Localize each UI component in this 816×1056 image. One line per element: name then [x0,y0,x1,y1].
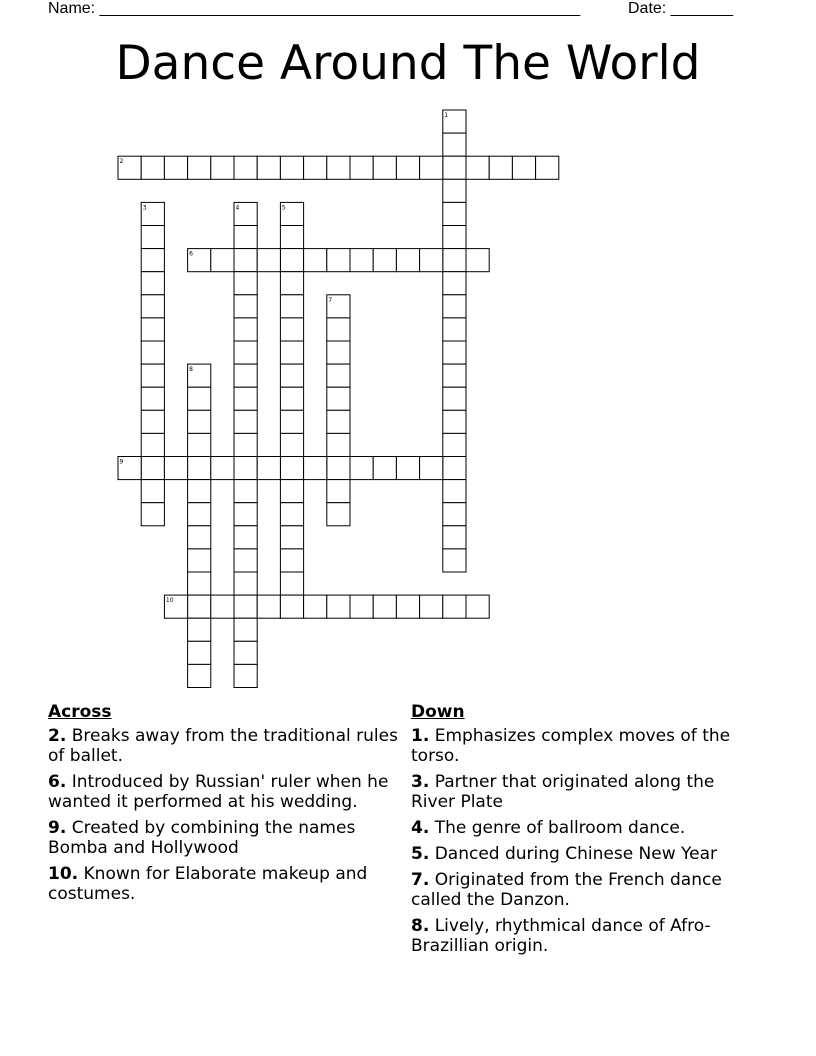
grid-cell[interactable] [234,272,257,295]
clue-number-label: 8 [189,366,193,374]
clue-number: 6. [48,772,67,792]
grid-cell[interactable] [512,156,535,179]
grid-cell[interactable] [280,410,303,433]
grid-cell[interactable] [536,156,559,179]
grid-cell[interactable] [443,526,466,549]
grid-cell[interactable] [141,226,164,249]
clue-number: 2. [48,726,67,746]
grid-cell[interactable] [234,480,257,503]
name-field[interactable]: Name: ______________________________________________________ [48,0,581,17]
grid-cell[interactable] [141,318,164,341]
clue-number-label: 3 [142,204,147,212]
clue-across-6 [48,772,398,812]
grid-cell[interactable] [280,480,303,503]
grid-cell[interactable] [443,341,466,364]
grid-cell[interactable] [350,457,373,480]
clue-down-4 [411,818,761,838]
grid-cell[interactable] [280,156,303,179]
grid-cell[interactable] [327,387,350,410]
grid-cell[interactable] [141,249,164,272]
grid-cell[interactable] [257,457,280,480]
grid-cell[interactable] [280,457,303,480]
grid-cell[interactable] [443,318,466,341]
grid-cell[interactable] [280,249,303,272]
clue-number: 3. [411,772,430,792]
grid-cell[interactable] [234,526,257,549]
grid-cell[interactable] [443,272,466,295]
grid-cell[interactable] [420,249,443,272]
grid-cell[interactable] [141,480,164,503]
clue-number-label: 9 [119,458,124,466]
clue-text: Partner that originated along the River Plate [411,772,715,812]
grid-cell[interactable] [280,572,303,595]
grid-cell[interactable] [141,341,164,364]
grid-cell[interactable] [420,595,443,618]
grid-cell[interactable] [234,572,257,595]
grid-cell[interactable] [327,480,350,503]
clue-down-3 [411,772,761,812]
grid-cell[interactable] [141,387,164,410]
grid-cell[interactable] [188,503,211,526]
grid-cell[interactable] [443,480,466,503]
grid-cell[interactable] [443,387,466,410]
grid-cell[interactable] [396,457,419,480]
grid-cell[interactable] [280,549,303,572]
grid-cell[interactable] [396,595,419,618]
grid-cell[interactable] [304,249,327,272]
grid-cell[interactable] [443,549,466,572]
grid-cell[interactable] [188,641,211,664]
grid-cell[interactable] [280,387,303,410]
clue-number-label: 6 [189,250,193,258]
grid-cell[interactable] [280,295,303,318]
grid-cell[interactable] [350,156,373,179]
clue-number-label: 7 [328,296,333,304]
grid-cell[interactable] [188,595,211,618]
grid-cell[interactable] [234,618,257,641]
clue-down-1 [411,726,761,766]
grid-cell[interactable] [188,480,211,503]
grid-cell[interactable] [443,410,466,433]
clue-number: 9. [48,818,67,838]
grid-cell[interactable] [141,410,164,433]
clue-number: 7. [411,870,430,890]
grid-cell[interactable] [304,457,327,480]
grid-cell[interactable] [188,572,211,595]
grid-cell[interactable] [466,249,489,272]
grid-cell[interactable] [141,503,164,526]
grid-cell[interactable] [234,595,257,618]
grid-cell[interactable] [188,433,211,456]
grid-cell[interactable] [257,156,280,179]
grid-cell[interactable] [443,226,466,249]
clue-number-label: 1 [444,112,449,119]
grid-cell[interactable] [443,295,466,318]
grid-cell[interactable] [188,387,211,410]
grid-cell[interactable] [211,249,234,272]
grid-cell[interactable] [327,457,350,480]
down-heading: Down [411,702,465,722]
grid-cell[interactable] [327,410,350,433]
grid-cell[interactable] [141,272,164,295]
clue-down-8 [411,916,761,956]
grid-cell[interactable] [211,595,234,618]
grid-cell[interactable] [188,664,211,687]
grid-cell[interactable] [327,503,350,526]
grid-cell[interactable] [373,595,396,618]
clue-text: Danced during Chinese New Year [434,844,718,864]
grid-cell[interactable] [466,595,489,618]
clue-down-5 [411,844,761,864]
grid-cell[interactable] [327,364,350,387]
grid-cell[interactable] [327,595,350,618]
grid-cells [118,110,559,688]
grid-cell[interactable] [304,156,327,179]
grid-cell[interactable] [304,595,327,618]
clue-number-label: 4 [235,204,240,212]
grid-cell[interactable] [466,156,489,179]
grid-cell[interactable] [350,595,373,618]
grid-cell[interactable] [443,249,466,272]
grid-cell[interactable] [373,156,396,179]
grid-cell[interactable] [234,410,257,433]
grid-cell[interactable] [141,295,164,318]
clue-number-label: 2 [119,158,124,166]
grid-cell[interactable] [280,364,303,387]
grid-cell[interactable] [211,156,234,179]
clue-text: The genre of ballroom dance. [434,818,686,838]
grid-cell[interactable] [188,156,211,179]
grid-cell[interactable] [420,156,443,179]
grid-cell[interactable] [234,503,257,526]
grid-cell[interactable] [443,503,466,526]
grid-cell[interactable] [373,249,396,272]
grid-cell[interactable] [234,364,257,387]
clue-text: Introduced by Russian' ruler when he wanted it performed at his wedding. [48,772,389,812]
clue-number: 1. [411,726,430,746]
grid-cell[interactable] [234,457,257,480]
clue-number: 10. [48,864,79,884]
grid-cell[interactable] [327,433,350,456]
date-field[interactable]: Date: _______ [628,0,733,17]
grid-cell[interactable] [443,156,466,179]
grid-cell[interactable] [280,526,303,549]
grid-cell[interactable] [234,664,257,687]
grid-cell[interactable] [280,433,303,456]
clue-number: 4. [411,818,430,838]
grid-cell[interactable] [489,156,512,179]
grid-cell[interactable] [188,457,211,480]
grid-cell[interactable] [327,156,350,179]
grid-cell[interactable] [373,457,396,480]
grid-cell[interactable] [443,433,466,456]
grid-cell[interactable] [327,318,350,341]
grid-cell[interactable] [280,226,303,249]
grid-cell[interactable] [420,457,443,480]
clue-across-2 [48,726,398,766]
grid-cell[interactable] [443,179,466,202]
grid-cell[interactable] [164,156,187,179]
clue-text: Breaks away from the traditional rules of ballet. [48,726,398,766]
grid-cell[interactable] [350,249,373,272]
grid-cell[interactable] [141,156,164,179]
clue-text: Created by combining the names Bomba and Hollywood [48,818,356,858]
grid-cell[interactable] [234,641,257,664]
grid-cell[interactable] [257,249,280,272]
grid-cell[interactable] [443,457,466,480]
grid-cell[interactable] [443,595,466,618]
clue-text: Originated from the French dance called the Danzon. [411,870,722,910]
grid-cell[interactable] [280,318,303,341]
page-title: Dance Around The World [115,36,701,91]
clue-text: Known for Elaborate makeup and costumes. [48,864,368,904]
across-heading: Across [48,702,112,722]
grid-cell[interactable] [141,433,164,456]
down-clues [411,702,761,962]
grid-cell[interactable] [396,249,419,272]
grid-cell[interactable] [443,364,466,387]
grid-cell[interactable] [234,226,257,249]
grid-cell[interactable] [211,457,234,480]
grid-cell[interactable] [234,433,257,456]
grid-cell[interactable] [141,457,164,480]
grid-cell[interactable] [141,364,164,387]
grid-cell[interactable] [443,202,466,225]
clue-number: 5. [411,844,430,864]
grid-cell[interactable] [280,595,303,618]
grid-cell[interactable] [234,341,257,364]
clue-text: Lively, rhythmical dance of Afro-Brazillian origin. [411,916,711,956]
grid-cell[interactable] [234,318,257,341]
grid-cell[interactable] [188,526,211,549]
clue-down-7 [411,870,761,910]
grid-cell[interactable] [188,410,211,433]
grid-cell[interactable] [396,156,419,179]
clue-number: 8. [411,916,430,936]
grid-cell[interactable] [234,249,257,272]
grid-cell[interactable] [234,295,257,318]
grid-cell[interactable] [234,387,257,410]
clue-number-label: 5 [281,204,286,212]
grid-cell[interactable] [188,549,211,572]
grid-cell[interactable] [164,457,187,480]
grid-cell[interactable] [188,618,211,641]
grid-cell[interactable] [280,503,303,526]
grid-cell[interactable] [234,156,257,179]
grid-cell[interactable] [327,341,350,364]
clue-number-label: 10 [165,597,174,605]
clue-across-10 [48,864,398,904]
grid-cell[interactable] [257,595,280,618]
clue-text: Emphasizes complex moves of the torso. [411,726,731,766]
grid-cell[interactable] [280,272,303,295]
grid-cell[interactable] [234,549,257,572]
grid-cell[interactable] [443,133,466,156]
grid-cell[interactable] [280,341,303,364]
across-clues [48,702,398,910]
clue-across-9 [48,818,398,858]
grid-cell[interactable] [327,249,350,272]
